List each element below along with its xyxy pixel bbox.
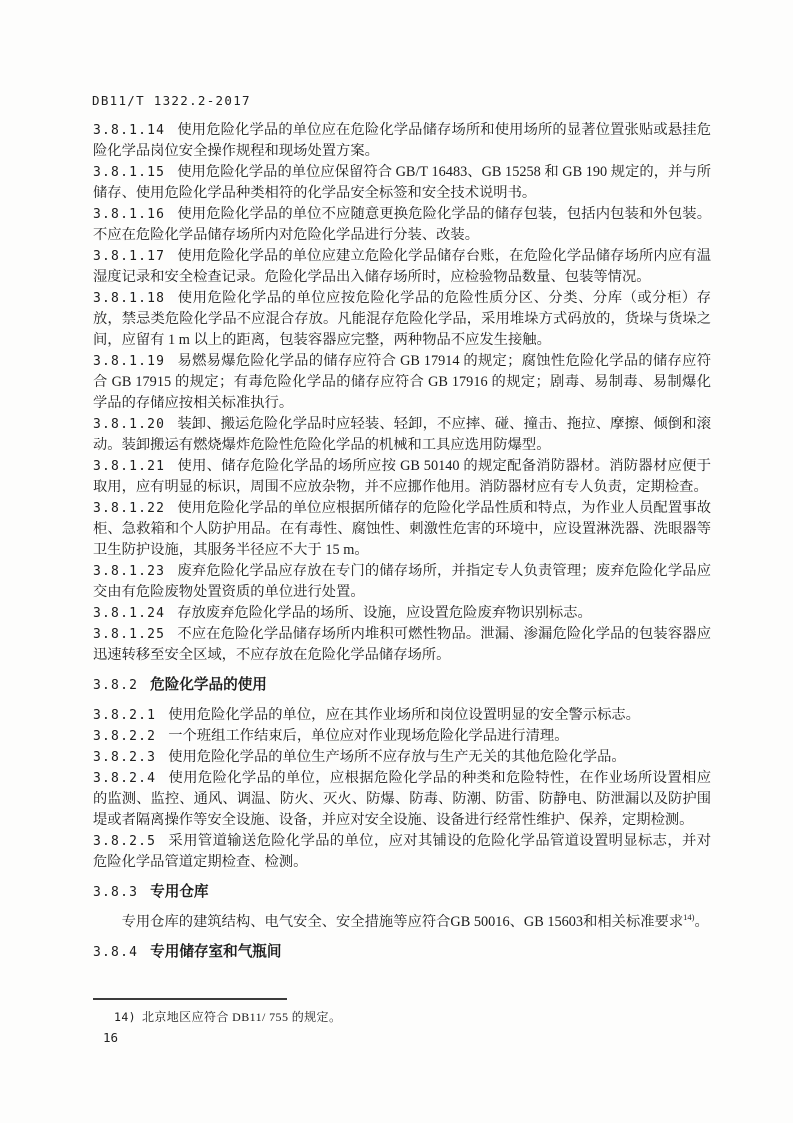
section-title: 专用储存室和气瓶间 [150,944,282,960]
clause-text: 使用、储存危险化学品的场所应按 GB 50140 的规定配备消防器材。消防器材应便于取用，应有明显的标识，周围不应放杂物，并不应挪作他用。消防器材应有专人负责，定期检查。 [93,458,711,495]
clause-number: 3.8.1.24 [93,606,166,621]
page-content [93,120,711,972]
clause-text: 使用危险化学品的单位不应随意更换危险化学品的储存包装，包括内包装和外包装。不应在危险化学品储存场所内对危险化学品进行分装、改装。 [93,206,711,243]
clause-text: 使用危险化学品的单位应建立危险化学品储存台账，在危险化学品储存场所内应有温湿度记录和安全检查记录。危险化学品出入储存场所时，应检验物品数量、包装等情况。 [93,248,711,285]
clause-3-8-1-18 [93,288,711,351]
clause-number: 3.8.1.18 [93,291,166,306]
clause-number: 3.8.1.17 [93,249,166,264]
clause-3-8-1-21 [93,456,711,498]
clause-number: 3.8.2.5 [93,834,157,849]
clause-number: 3.8.1.16 [93,207,166,222]
clause-number: 3.8.2.4 [93,771,157,786]
paragraph-text: 专用仓库的建筑结构、电气安全、安全措施等应符合GB 50016、GB 15603和相关标准要求 [121,914,684,930]
footnote-block [93,998,711,1025]
clause-3-8-1-16 [93,204,711,246]
clause-text: 使用危险化学品的单位，应根据危险化学品的种类和危险特性，在作业场所设置相应的监测、监控、通风、调温、防火、灭火、防爆、防毒、防潮、防雷、防静电、防泄漏以及防护围堤或者隔离操作等安全设施、设备，并应对安全设施、设备进行经常性维护、保养，定期检测。 [93,770,711,828]
section-title: 危险化学品的使用 [150,677,267,693]
clause-3-8-2-4 [93,768,711,831]
clause-text: 使用危险化学品的单位应保留符合 GB/T 16483、GB 15258 和 GB 190 规定的，并与所储存、使用危险化学品种类相符的化学品安全标签和安全技术说明书。 [93,164,711,201]
clause-number: 3.8.1.15 [93,165,166,180]
section-number: 3.8.3 [93,885,139,900]
clause-text: 使用危险化学品的单位生产场所不应存放与生产无关的其他危险化学品。 [168,749,626,765]
clause-number: 3.8.1.25 [93,627,166,642]
clause-3-8-1-25 [93,624,711,666]
footnote-text: 北京地区应符合 DB11/ 755 的规定。 [141,1010,342,1024]
footnote-reference: 14) [683,912,695,923]
doc-code-header: DB11/T 1322.2-2017 [92,93,251,108]
paragraph-3-8-3-body [93,912,711,933]
clause-number: 3.8.2.2 [93,729,157,744]
clause-number: 3.8.2.1 [93,708,157,723]
clause-3-8-1-19 [93,351,711,414]
clause-3-8-1-20 [93,414,711,456]
clause-text: 装卸、搬运危险化学品时应轻装、轻卸，不应摔、碰、撞击、拖拉、摩擦、倾倒和滚动。装卸搬运有燃烧爆炸危险性危险化学品的机械和工具应选用防爆型。 [93,416,711,453]
clause-3-8-2-5 [93,831,711,873]
clause-text: 一个班组工作结束后，单位应对作业现场危险化学品进行清理。 [168,728,569,744]
clause-3-8-1-17 [93,246,711,288]
clause-text: 使用危险化学品的单位应在危险化学品储存场所和使用场所的显著位置张贴或悬挂危险化学品岗位安全操作规程和现场处置方案。 [93,122,711,159]
clause-text: 使用危险化学品的单位应按危险化学品的危险性质分区、分类、分库（或分柜）存放，禁忌类危险化学品不应混合存放。凡能混存危险化学品，采用堆垛方式码放的，货垛与货垛之间，应留有 1 m 以上的距离，包装容器应完整，两种物品不应发生接触。 [93,290,711,348]
clause-text: 不应在危险化学品储存场所内堆积可燃性物品。泄漏、渗漏危险化学品的包装容器应迅速转移至安全区域，不应存放在危险化学品储存场所。 [93,626,711,663]
clause-number: 3.8.1.21 [93,459,166,474]
clause-text: 使用危险化学品的单位，应在其作业场所和岗位设置明显的安全警示标志。 [168,707,640,723]
clause-3-8-1-14 [93,120,711,162]
clause-3-8-2-3 [93,747,711,768]
footnote [93,1009,711,1025]
clause-number: 3.8.1.23 [93,564,166,579]
clause-text: 废弃危险化学品应存放在专门的储存场所，并指定专人负责管理；废弃危险化学品应交由有危险废物处置资质的单位进行处置。 [93,563,711,600]
section-number: 3.8.4 [93,945,139,960]
section-heading-3-8-3 [93,882,711,903]
clause-number: 3.8.1.14 [93,123,166,138]
clause-3-8-1-24 [93,603,711,624]
clause-3-8-1-23 [93,561,711,603]
page-number: 16 [103,1030,119,1045]
footnote-separator-rule [93,998,287,1000]
paragraph-text-end: 。 [694,914,709,930]
section-heading-3-8-2 [93,675,711,696]
clause-3-8-1-22 [93,498,711,561]
clause-number: 3.8.1.22 [93,501,166,516]
clause-number: 3.8.1.20 [93,417,166,432]
clause-number: 3.8.2.3 [93,750,157,765]
clause-3-8-2-2 [93,726,711,747]
clause-text: 易燃易爆危险化学品的储存应符合 GB 17914 的规定；腐蚀性危险化学品的储存应符合 GB 17915 的规定；有毒危险化学品的储存应符合 GB 17916 的规定；剧毒、易制毒、易制爆化学品的存储应按相关标准执行。 [93,353,711,411]
clause-number: 3.8.1.19 [93,354,166,369]
section-number: 3.8.2 [93,678,139,693]
clause-3-8-2-1 [93,705,711,726]
footnote-number: 14) [114,1010,136,1024]
section-title: 专用仓库 [150,884,209,900]
clause-text: 使用危险化学品的单位应根据所储存的危险化学品性质和特点，为作业人员配置事故柜、急救箱和个人防护用品。在有毒性、腐蚀性、刺激性危害的环境中，应设置淋洗器、洗眼器等卫生防护设施，其服务半径应不大于 15 m。 [93,500,711,558]
section-heading-3-8-4 [93,942,711,963]
clause-text: 存放废弃危险化学品的场所、设施，应设置危险废弃物识别标志。 [177,605,592,621]
clause-text: 采用管道输送危险化学品的单位，应对其铺设的危险化学品管道设置明显标志，并对危险化学品管道定期检查、检测。 [93,833,711,870]
clause-3-8-1-15 [93,162,711,204]
